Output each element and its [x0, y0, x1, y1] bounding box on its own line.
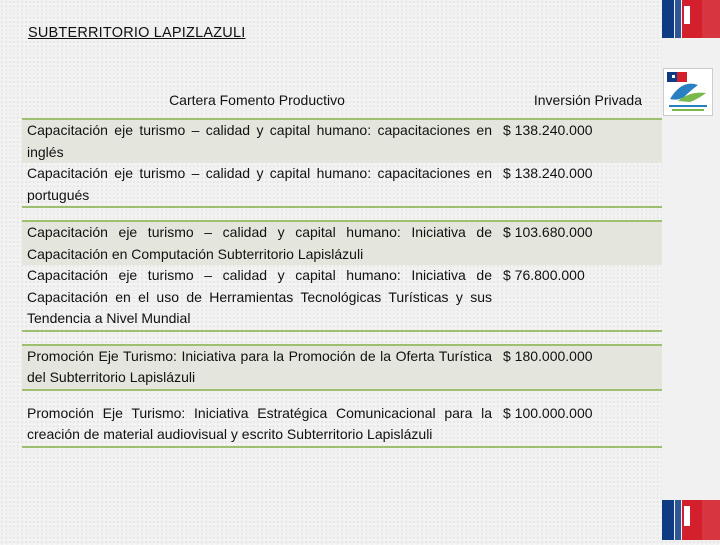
row-gap [22, 331, 662, 345]
row-amount: $ 100.000.000 [498, 403, 662, 447]
header-cartera: Cartera Fomento Productivo [169, 92, 345, 109]
table-row [22, 221, 662, 265]
table-header-row [22, 84, 662, 119]
cartera-table [22, 84, 662, 448]
row-gap [22, 390, 662, 403]
table-row [22, 119, 662, 163]
row-description: Capacitación eje turismo – calidad y capital humano: Iniciativa de Capacitación en Computación Subterritorio Lapislázuli [22, 221, 498, 265]
row-description: Capacitación eje turismo – calidad y capital humano: Iniciativa de Capacitación en el uso de Herramientas Tecnológicas Turísticas y sus Tendencia a Nivel Mundial [22, 265, 498, 331]
slide-title: SUBTERRITORIO LAPIZLAZULI [28, 25, 246, 41]
table-row [22, 163, 662, 207]
row-gap [22, 207, 662, 221]
row-amount: $ 103.680.000 [498, 221, 662, 265]
row-amount: $ 76.800.000 [498, 265, 662, 331]
row-description: Capacitación eje turismo – calidad y capital humano: capacitaciones en inglés [22, 119, 498, 163]
row-amount: $ 138.240.000 [498, 163, 662, 207]
row-description: Capacitación eje turismo – calidad y capital humano: capacitaciones en portugués [22, 163, 498, 207]
table-row [22, 265, 662, 331]
row-amount: $ 138.240.000 [498, 119, 662, 163]
row-amount: $ 180.000.000 [498, 345, 662, 390]
table-row [22, 403, 662, 447]
header-inversion: Inversión Privada [533, 92, 642, 109]
table-row [22, 345, 662, 390]
row-description: Promoción Eje Turismo: Iniciativa para la Promoción de la Oferta Turística del Subterritorio Lapislázuli [22, 345, 498, 390]
gobierno-logo-icon [663, 68, 713, 116]
row-description: Promoción Eje Turismo: Iniciativa Estratégica Comunicacional para la creación de material audiovisual y escrito Subterritorio Lapislázuli [22, 403, 498, 447]
